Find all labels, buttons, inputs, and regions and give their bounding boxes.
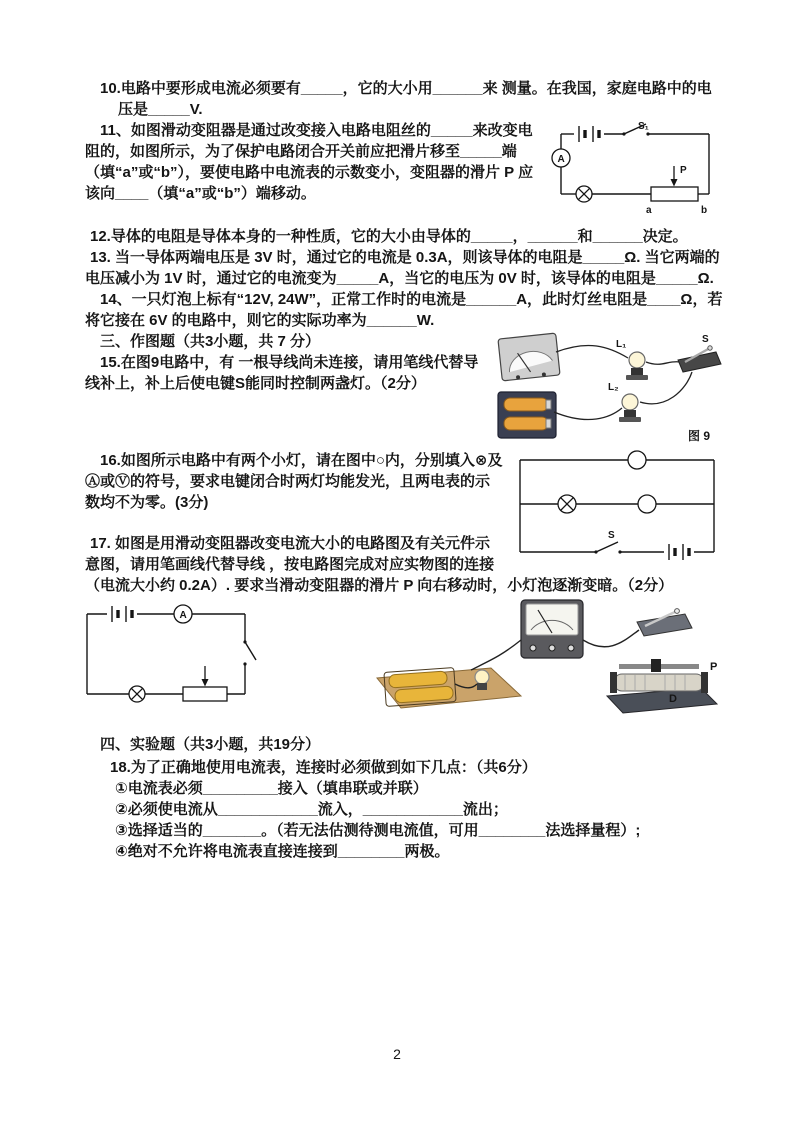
wire <box>520 460 714 552</box>
wire <box>561 134 709 194</box>
ammeter-label: A <box>557 154 565 165</box>
switch-label: S <box>608 530 615 541</box>
question-18-items <box>85 778 724 862</box>
question-12: 12.导体的电阻是导体本身的一种性质，它的大小由导体的_____，______和______决定。 <box>90 228 688 245</box>
battery-icon <box>579 126 599 142</box>
meter-icon <box>498 333 560 381</box>
rheostat-icon <box>607 659 717 713</box>
switch-label: S <box>702 334 709 345</box>
circuit-figure-q16 <box>512 450 724 564</box>
page-number: 2 <box>393 1046 401 1062</box>
lamp2-icon <box>619 394 641 422</box>
question-18-item-2: ②必须使电流从____________流入，____________流出； <box>115 801 508 818</box>
components-photo-q17 <box>369 598 724 718</box>
terminal-b-label: b <box>701 205 708 216</box>
lamp2-label: L₂ <box>608 382 619 393</box>
switch-label: S₁ <box>638 121 649 132</box>
empty-symbol-circle-middle <box>638 495 656 513</box>
lamp-icon <box>129 686 145 702</box>
lamp1-label: L₁ <box>616 339 627 350</box>
question-18: 18.为了正确地使用电流表，连接时必须做到如下几点：（共6分） <box>110 759 537 776</box>
switch-icon <box>637 609 692 636</box>
lamp-icon <box>558 495 576 513</box>
lamp-icon <box>576 186 592 202</box>
question-11-block <box>85 120 724 216</box>
section-4-title: 四、实验题（共3小题，共19分） <box>100 736 321 753</box>
terminal-a-label: a <box>646 205 652 216</box>
question-18-item-3: ③选择适当的_______。（若无法估测待测电流值，可用________法选择量程）; <box>115 822 641 839</box>
slider-label: P <box>680 165 687 176</box>
switch-icon <box>243 640 256 665</box>
wire <box>87 614 245 694</box>
question-17: 17. 如图是用滑动变阻器改变电流大小的电路图及有关元件示意图，请用笔画线代替导线 ，按电路图完成对应实物图的连接（电流大小约 0.2A）. 要求当滑动变阻器的滑片 P 向右移动时，小灯泡逐渐变暗。（2分） <box>85 535 674 594</box>
rheostat-icon <box>651 166 698 201</box>
rheostat-icon <box>183 666 227 701</box>
question-11: 11、如图滑动变阻器是通过改变接入电路电阻丝的_____来改变电阻的，如图所示，为了保护电路闭合开关前应把滑片移至_____端（填“a”或“b”），要使电路中电流表的示数变小，变阻器的滑片 P 应该向____（填“a”或“b”）端移动。 <box>85 122 534 202</box>
figure-9-caption: 图 9 <box>688 429 711 443</box>
question-17-figures <box>85 598 724 718</box>
lamp1-icon <box>626 352 648 380</box>
question-13: 13. 当一导体两端电压是 3V 时，通过它的电流是 0.3A，则该导体的电阻是_____Ω. 当它两端的电压减小为 1V 时，通过它的电流变为_____A，当它的电压为 0V 时，该导体的电阻是_____Ω. <box>85 249 720 287</box>
empty-symbol-circle-top <box>628 451 646 469</box>
battery-pack-icon <box>498 392 556 438</box>
question-14: 14、一只灯泡上标有“12V, 24W”，正常工作时的电流是______A，此时灯丝电阻是____Ω，若将它接在 6V 的电路中，则它的实际功率为______W. <box>85 291 723 329</box>
circuit-figure-q11 <box>546 120 724 216</box>
question-16-block <box>85 450 724 541</box>
battery-icon <box>669 544 689 560</box>
question-18-item-4: ④绝对不允许将电流表直接连接到________两极。 <box>115 843 450 860</box>
question-15: 15.在图9电路中，有 一根导线尚未连接，请用笔线代替导线补上，补上后使电键S能同时控制两盏灯。（2分） <box>85 354 479 392</box>
section-3-title: 三、作图题（共3小题，共 7 分） <box>100 333 321 350</box>
switch-icon <box>594 542 621 554</box>
photo-figure-9 <box>496 330 724 444</box>
ammeter-label: A <box>179 610 187 621</box>
ammeter-icon <box>521 600 583 658</box>
terminal-d-label: D <box>669 693 677 705</box>
question-16: 16.如图所示电路中有两个小灯，请在图中○内，分别填入⊗及Ⓐ或Ⓥ的符号，要求电键闭合时两灯均能发光，且两电表的示数均不为零。(3分) <box>85 452 503 511</box>
question-10: 10.电路中要形成电流必须要有_____，它的大小用______来 测量。在我国，家庭电路中的电压是_____V. <box>100 80 712 118</box>
circuit-figure-q17 <box>75 598 265 710</box>
slider-label: P <box>710 661 718 673</box>
bulb-icon <box>475 670 489 690</box>
question-18-item-1: ①电流表必须_________接入（填串联或并联） <box>115 780 428 797</box>
wire <box>554 345 692 419</box>
battery-icon <box>112 606 132 622</box>
switch-icon <box>678 346 721 372</box>
